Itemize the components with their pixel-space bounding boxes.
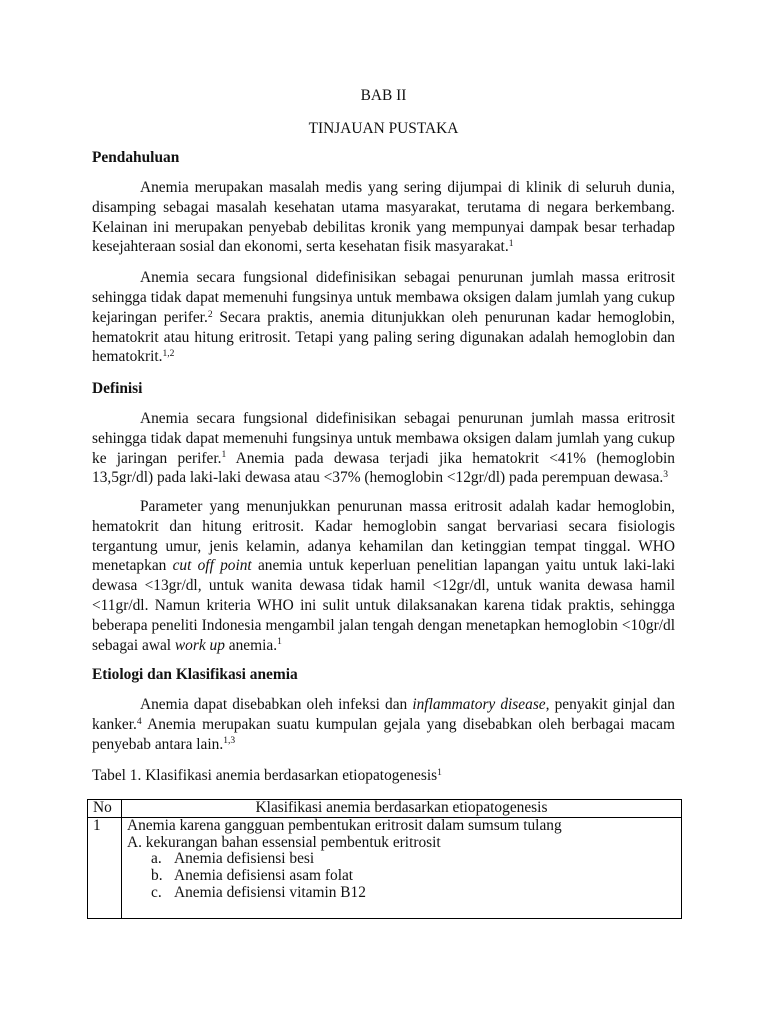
paragraph-text: penyakit ginjal dan kanker. bbox=[92, 695, 675, 733]
paragraph-text: Anemia merupakan suatu kumpulan gejala yang disebabkan oleh berbagai macam penyebab antara lain. bbox=[92, 715, 675, 753]
table-caption-text: Tabel 1. Klasifikasi anemia berdasarkan etiopatogenesis bbox=[92, 766, 438, 784]
table-row bbox=[88, 817, 682, 918]
citation-superscript: 1,3 bbox=[223, 735, 236, 747]
classification-category: Anemia karena gangguan pembentukan eritrosit dalam sumsum tulang bbox=[127, 816, 562, 834]
italic-term: cut off point bbox=[172, 557, 252, 575]
table-cell-no: 1 bbox=[88, 817, 122, 918]
list-item bbox=[127, 885, 681, 902]
section-heading-pendahuluan: Pendahuluan bbox=[92, 149, 180, 167]
citation-superscript: 1 bbox=[437, 766, 442, 778]
list-item-label: Anemia defisiensi asam folat bbox=[174, 866, 354, 884]
classification-table bbox=[87, 799, 682, 919]
citation-superscript: 4 bbox=[136, 715, 142, 727]
chapter-title: TINJAUAN PUSTAKA bbox=[308, 120, 459, 138]
chapter-number: BAB II bbox=[360, 87, 407, 104]
list-marker: c. bbox=[151, 883, 162, 901]
paragraph-text: Secara praktis, anemia ditunjukkan oleh penurunan kadar hemoglobin, hematokrit atau hitung eritrosit. Tetapi yang paling sering digunakan adalah hemoglobin dan hematokrit. bbox=[92, 308, 676, 366]
paragraph-definisi-1 bbox=[92, 409, 675, 488]
paragraph-text: anemia. bbox=[224, 636, 278, 654]
paragraph-text: Anemia pada dewasa terjadi jika hematokrit <41% (hemoglobin 13,5gr/dl) pada laki-laki dewasa atau <37% (hemoglobin <12gr/dl) pada perempuan dewasa. bbox=[92, 449, 675, 487]
list-item-label: Anemia defisiensi vitamin B12 bbox=[174, 883, 366, 901]
list-item-label: Anemia defisiensi besi bbox=[174, 850, 315, 868]
paragraph-definisi-2 bbox=[92, 497, 675, 655]
paragraph-pendahuluan-1 bbox=[92, 178, 675, 257]
citation-superscript: 3 bbox=[663, 469, 669, 481]
classification-group: A. kekurangan bahan essensial pembentuk eritrosit bbox=[127, 833, 441, 851]
citation-superscript: 2 bbox=[207, 308, 213, 320]
table-header-row bbox=[88, 799, 682, 817]
citation-superscript: 1,2 bbox=[162, 348, 175, 360]
citation-superscript: 1 bbox=[508, 238, 514, 250]
table-header-no: No bbox=[88, 799, 122, 817]
citation-superscript: 1 bbox=[221, 449, 227, 461]
paragraph-text: Anemia merupakan masalah medis yang sering dijumpai di klinik di seluruh dunia, disamping sebagai masalah kesehatan utama masyarakat, terutama di negara berkembang. Kelainan ini merupakan penyebab debilitas kronik yang mempunyai dampak besar terhadap kesejahteraan sosial dan ekonomi, serta kesehatan fisik masyarakat. bbox=[92, 178, 675, 256]
italic-term: work up bbox=[174, 636, 225, 654]
citation-superscript: 1 bbox=[277, 636, 282, 648]
paragraph-text: Anemia secara fungsional didefinisikan sebagai penurunan jumlah massa eritrosit sehingga tidak dapat memenuhi fungsinya untuk membawa oksigen dalam jumlah yang cukup kejaringan perifer. bbox=[92, 269, 675, 326]
page-content bbox=[92, 86, 675, 919]
section-heading-definisi: Definisi bbox=[92, 380, 143, 398]
paragraph-text: anemia untuk keperluan penelitian lapangan yaitu untuk laki-laki dewasa <13gr/dl, untuk wanita dewasa tidak hamil <12gr/dl, untuk wanita dewasa hamil <11gr/dl. Namun kriteria WHO ini sulit untuk dilaksanakan karena tidak praktis, sehingga beberapa peneliti Indonesia mengambil jalan tengah dengan menetapkan hemoglobin <10gr/dl sebagai awal bbox=[92, 557, 675, 654]
paragraph-text: Anemia secara fungsional didefinisikan sebagai penurunan jumlah massa eritrosit sehingga tidak dapat memenuhi fungsinya untuk membawa oksigen dalam jumlah yang cukup ke jaringan perifer. bbox=[92, 410, 675, 467]
paragraph-text: Parameter yang menunjukkan penurunan massa eritrosit adalah kadar hemoglobin, hematokrit dan hitung eritrosit. Kadar hemoglobin sangat bervariasi secara fisiologis tergantung umur, jenis kelamin, adanya kehamilan dan ketinggian tempat tinggal. WHO menetapkan bbox=[92, 498, 675, 575]
list-item bbox=[127, 851, 681, 868]
table-header-classification: Klasifikasi anemia berdasarkan etiopatogenesis bbox=[122, 799, 682, 817]
table-caption bbox=[92, 766, 675, 786]
paragraph-text: Anemia dapat disebabkan oleh infeksi dan bbox=[140, 695, 413, 713]
list-marker: b. bbox=[151, 866, 163, 884]
paragraph-pendahuluan-2 bbox=[92, 268, 675, 367]
section-heading-etiologi: Etiologi dan Klasifikasi anemia bbox=[92, 665, 298, 683]
table-cell-classification bbox=[122, 817, 682, 918]
paragraph-etiologi-1 bbox=[92, 695, 675, 754]
list-item bbox=[127, 868, 681, 885]
italic-term: inflammatory disease, bbox=[412, 695, 550, 713]
list-marker: a. bbox=[151, 850, 162, 868]
